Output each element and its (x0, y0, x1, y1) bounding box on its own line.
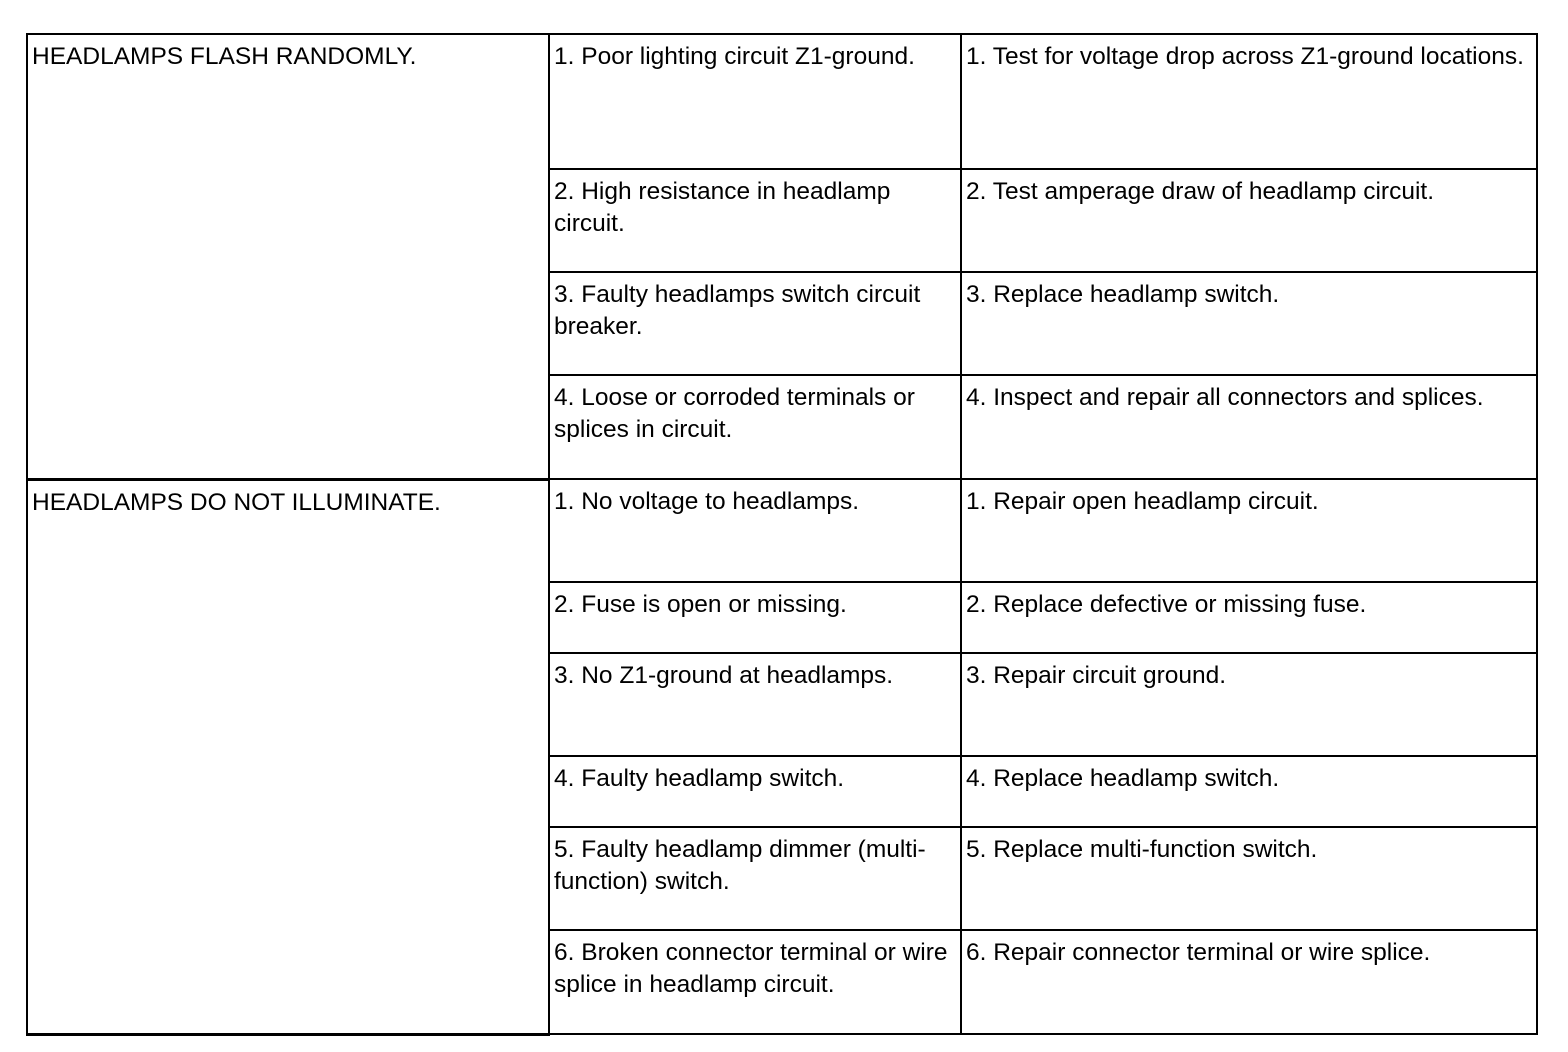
correction-cell: 1. Test for voltage drop across Z1-ground locations. (961, 34, 1537, 169)
correction-cell: 2. Test amperage draw of headlamp circuit. (961, 169, 1537, 272)
cause-cell: 4. Faulty headlamp switch. (549, 756, 961, 827)
correction-cell: 4. Inspect and repair all connectors and splices. (961, 375, 1537, 479)
cause-cell: 3. No Z1-ground at headlamps. (549, 653, 961, 756)
correction-cell: 1. Repair open headlamp circuit. (961, 479, 1537, 582)
diagnosis-table-body (27, 34, 1537, 1034)
cause-cell: 3. Faulty headlamps switch circuit breaker. (549, 272, 961, 375)
correction-cell: 3. Replace headlamp switch. (961, 272, 1537, 375)
cause-cell: 4. Loose or corroded terminals or splices in circuit. (549, 375, 961, 479)
table-row (27, 479, 1537, 582)
condition-cell: HEADLAMPS DO NOT ILLUMINATE. (27, 479, 549, 1034)
correction-cell: 4. Replace headlamp switch. (961, 756, 1537, 827)
cause-cell: 1. Poor lighting circuit Z1-ground. (549, 34, 961, 169)
cause-cell: 2. Fuse is open or missing. (549, 582, 961, 653)
cause-cell: 5. Faulty headlamp dimmer (multi-function) switch. (549, 827, 961, 930)
cause-cell: 2. High resistance in headlamp circuit. (549, 169, 961, 272)
correction-cell: 5. Replace multi-function switch. (961, 827, 1537, 930)
cause-cell: 6. Broken connector terminal or wire splice in headlamp circuit. (549, 930, 961, 1034)
condition-cell: HEADLAMPS FLASH RANDOMLY. (27, 34, 549, 479)
table-row (27, 34, 1537, 169)
diagnosis-table (26, 33, 1538, 1036)
cause-cell: 1. No voltage to headlamps. (549, 479, 961, 582)
correction-cell: 3. Repair circuit ground. (961, 653, 1537, 756)
correction-cell: 2. Replace defective or missing fuse. (961, 582, 1537, 653)
correction-cell: 6. Repair connector terminal or wire splice. (961, 930, 1537, 1034)
